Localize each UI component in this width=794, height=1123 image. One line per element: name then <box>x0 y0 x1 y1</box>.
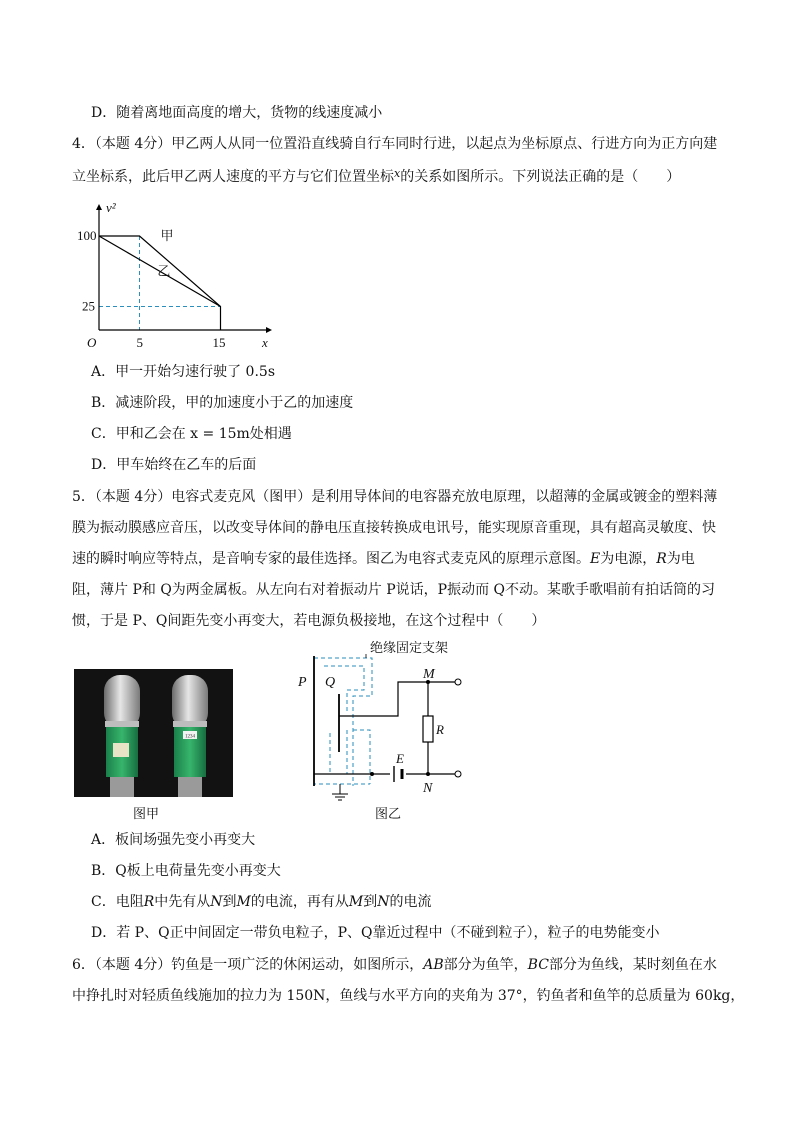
q4-option-c: C．甲和乙会在 x = 15m处相遇 <box>91 426 292 442</box>
series-label-yi: 乙 <box>157 263 171 279</box>
q6-stem-line1: 6．（本题 4分）钓鱼是一项广泛的休闲运动，如图所示，AB部分为鱼竿，BC部分为鱼线，某时刻鱼在水 <box>72 957 717 973</box>
q4-option-a: A．甲一开始匀速行驶了 0.5s <box>91 364 276 380</box>
q4-v2-x-chart <box>77 196 280 350</box>
series-line-jia <box>99 236 221 330</box>
y-axis-label: v² <box>106 200 116 215</box>
q5-stem-line4: 阻，薄片 P和 Q为两金属板。从左向右对着振动片 P说话，P振动而 Q不动。某歌手歌唱前有拍话筒的习 <box>72 582 716 598</box>
capacitor-circuit-diagram <box>290 636 470 820</box>
svg-text:M: M <box>423 667 435 682</box>
q4-option-d: D．甲车始终在乙车的后面 <box>91 457 257 473</box>
bracket-label: 绝缘固定支架 <box>370 640 449 655</box>
svg-text:E: E <box>396 751 404 766</box>
q6-stem-line2: 中挣扎时对轻质鱼线施加的拉力为 150N，鱼线与水平方向的夹角为 37°，钓鱼者和鱼竿的总质量为 60kg， <box>72 988 745 1004</box>
q5-stem-line1: 5．（本题 4分）电容式麦克风（图甲）是利用导体间的电容器充放电原理，以超薄的金属或镀金的塑料薄 <box>72 489 718 505</box>
y-tick-25: 25 <box>82 298 95 314</box>
q5-option-c: C．电阻R中先有从N到M的电流，再有从M到N的电流 <box>91 894 432 910</box>
q5-option-b: B．Q板上电荷量先变小再变大 <box>91 863 281 879</box>
q4-stem-line2: 立坐标系，此后甲乙两人速度的平方与它们位置坐标$^x$的关系如图所示。下列说法正确的是（ ） <box>72 167 681 185</box>
x-tick-15: 15 <box>212 335 226 350</box>
x-tick-5: 5 <box>136 335 143 350</box>
insulating-bracket <box>314 658 372 786</box>
y-axis-arrow <box>96 204 102 210</box>
x-axis-label: x <box>262 335 268 350</box>
figure-a-caption: 图甲 <box>133 807 160 822</box>
q3-option-d: D．随着离地面高度的增大，货物的线速度减小 <box>91 105 383 121</box>
series-label-jia: 甲 <box>160 227 174 243</box>
svg-text:R: R <box>436 722 444 737</box>
svg-text:N: N <box>423 781 433 796</box>
q4-stem-line1: 4．（本题 4分）甲乙两人从同一位置沿直线骑自行车同时行进，以起点为坐标原点、行进方向为正方向建 <box>72 136 718 152</box>
svg-text:P: P <box>298 675 307 690</box>
figure-b-caption: 图乙 <box>375 807 402 822</box>
y-tick-100: 100 <box>77 228 97 243</box>
microphone-photo <box>74 669 233 797</box>
resistor-r <box>423 716 433 742</box>
origin-label: O <box>87 335 97 350</box>
q5-option-a: A．板间场强先变小再变大 <box>91 832 256 848</box>
q4-option-b: B．减速阶段，甲的加速度小于乙的加速度 <box>91 395 354 411</box>
q5-stem-line3: 速的瞬时响应等特点，是音响专家的最佳选择。图乙为电容式麦克风的原理示意图。E为电源，R为电 <box>72 551 695 567</box>
q5-option-d: D．若 P、Q正中间固定一带负电粒子，P、Q靠近过程中（不碰到粒子），粒子的电势能变小 <box>91 925 660 941</box>
x-axis-arrow <box>266 327 272 333</box>
q5-stem-line5: 惯，于是 P、Q间距先变小再变大，若电源负极接地，在这个过程中（ ） <box>72 613 546 629</box>
svg-text:Q: Q <box>325 675 336 690</box>
mic-tag-text: 1234 <box>185 734 195 740</box>
q5-stem-line2: 膜为振动膜感应音压，以改变导体间的静电压直接转换成电讯号，能实现原音重现，具有超高灵敏度、快 <box>72 520 716 536</box>
